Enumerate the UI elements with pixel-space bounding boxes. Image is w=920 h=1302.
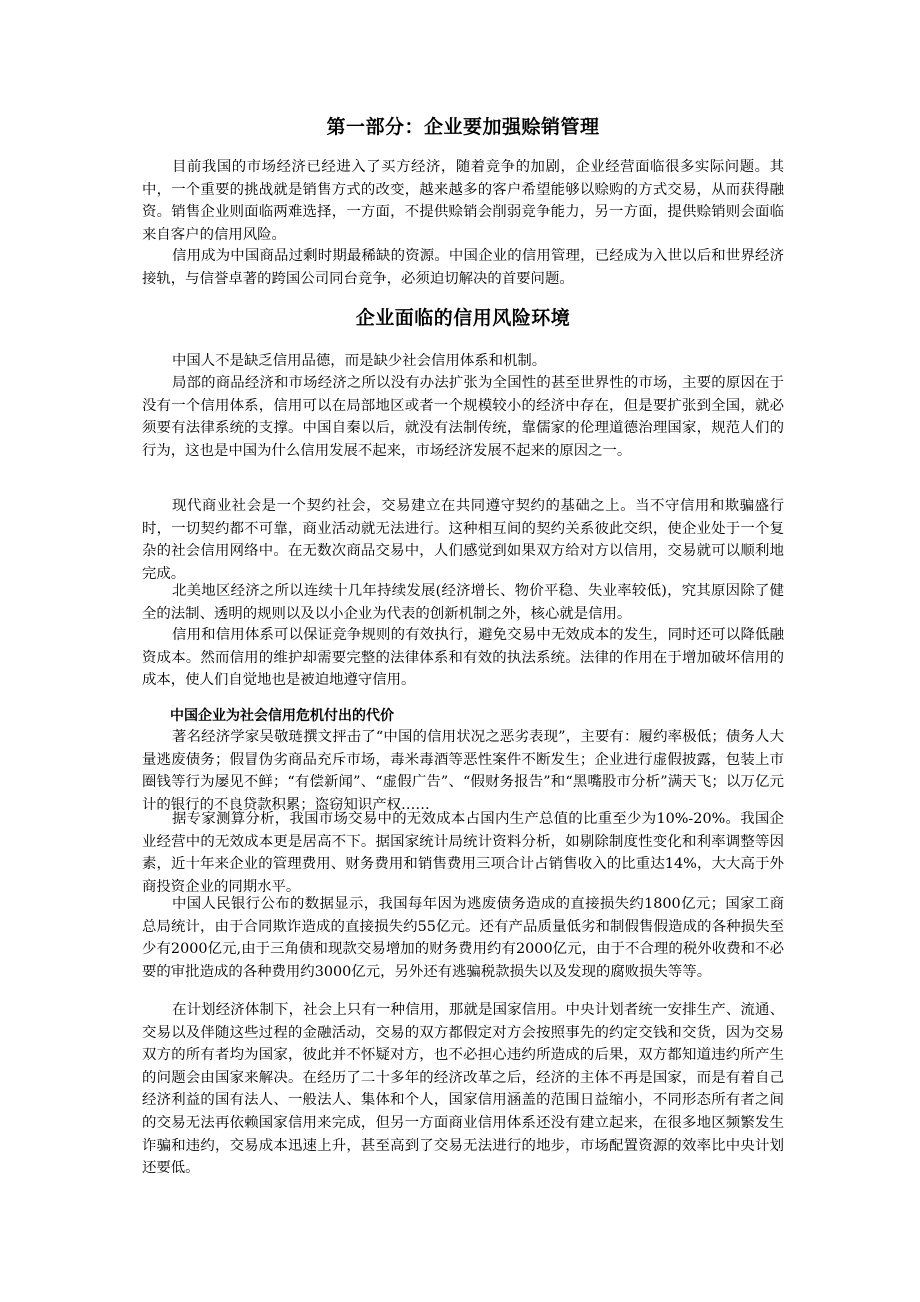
section3-paragraph-3: 中国人民银行公布的数据显示，我国每年因为逃废债务造成的直接损失约1800亿元；国家工商总局统计，由于合同欺诈造成的直接损失约55亿元。还有产品质量低劣和制假售假造成的各种损失至少有2000亿元,由于三角债和现款交易增加的财务费用约有2000亿元，由于不合理的税外收费和不必要的审批造成的各种费用约3000亿元，另外还有逃骗税款损失以及发现的腐败损失等等。 xyxy=(142,896,784,980)
section2-paragraph-1: 中国人不是缺乏信用品德，而是缺少社会信用体系和机制。 xyxy=(172,353,547,369)
section2-title: 企业面临的信用风险环境 xyxy=(355,307,571,329)
section1-paragraph-1: 目前我国的市场经济已经进入了买方经济，随着竞争的加剧，企业经营面临很多实际问题。其中，一个重要的挑战就是销售方式的改变，越来越多的客户希望能够以赊购的方式交易，从而获得融资。销售企业则面临两难选择，一方面，不提供赊销会削弱竞争能力，另一方面，提供赊销则会面临来自客户的信用风险。 xyxy=(142,159,784,243)
section3-paragraph-4: 在计划经济体制下，社会上只有一种信用，那就是国家信用。中央计划者统一安排生产、流通、交易以及伴随这些过程的金融活动，交易的双方都假定对方会按照事先的约定交钱和交货，因为交易双方的所有者均为国家，彼此并不怀疑对方，也不必担心违约所造成的后果，双方都知道违约所产生的问题会由国家来解决。在经历了二十多年的经济改革之后，经济的主体不再是国家，而是有着自己经济利益的国有法人、一般法人、集体和个人，国家信用涵盖的范围日益缩小，不同形态所有者之间的交易无法再依赖国家信用来完成，但另一方面商业信用体系还没有建立起来，在很多地区频繁发生诈骗和违约，交易成本迅速上升，甚至高到了交易无法进行的地步，市场配置资源的效率比中央计划还要低。 xyxy=(142,1002,784,1177)
section3-paragraph-1: 著名经济学家吴敬琏撰文抨击了“中国的信用状况之恶劣表现”，主要有：履约率极低；债务人大量逃废债务；假冒伪劣商品充斥市场，毒米毒酒等恶性案件不断发生；企业进行虚假披露，包装上市圈钱等行为屡见不鲜；“有偿新闻”、“虚假广告”、“假财务报告”和“黑嘴股市分析”满天飞；以万亿元计的银行的不良贷款积累；盗窃知识产权…… xyxy=(142,729,784,813)
section2-paragraph-4: 北美地区经济之所以连续十几年持续发展(经济增长、物价平稳、失业率较低)，究其原因除了健全的法制、透明的规则以及以小企业为代表的创新机制之外，核心就是信用。 xyxy=(142,583,784,622)
section3-title: 中国企业为社会信用危机付出的代价 xyxy=(170,708,394,724)
section2-paragraph-2: 局部的商品经济和市场经济之所以没有办法扩张为全国性的甚至世界性的市场，主要的原因在于没有一个信用体系，信用可以在局部地区或者一个规模较小的经济中存在，但是要扩张到全国，就必须要有法律系统的支撑。中国自秦以后，就没有法制传统，靠儒家的伦理道德治理国家，规范人们的行为，这也是中国为什么信用发展不起来，市场经济发展不起来的原因之一。 xyxy=(142,375,784,459)
section1-title: 第一部分：企业要加强赊销管理 xyxy=(326,116,600,138)
section3-paragraph-2: 据专家测算分析，我国市场交易中的无效成本占国内生产总值的比重至少为10%-20%。我国企业经营中的无效成本更是居高不下。据国家统计局统计资料分析，如剔除制度性变化和利率调整等因素，近十年来企业的管理费用、财务费用和销售费用三项合计占销售收入的比重达14%，大大高于外商投资企业的同期水平。 xyxy=(142,811,784,895)
section2-paragraph-3: 现代商业社会是一个契约社会，交易建立在共同遵守契约的基础之上。当不守信用和欺骗盛行时，一切契约都不可靠，商业活动就无法进行。这种相互间的契约关系彼此交织，使企业处于一个复杂的社会信用网络中。在无数次商品交易中，人们感觉到如果双方给对方以信用，交易就可以顺利地完成。 xyxy=(142,498,784,582)
section1-paragraph-2: 信用成为中国商品过剩时期最稀缺的资源。中国企业的信用管理，已经成为入世以后和世界经济接轨，与信誉卓著的跨国公司同台竞争，必须迫切解决的首要问题。 xyxy=(142,248,784,287)
section2-paragraph-5: 信用和信用体系可以保证竞争规则的有效执行，避免交易中无效成本的发生，同时还可以降低融资成本。然而信用的维护却需要完整的法律体系和有效的执法系统。法律的作用在于增加破坏信用的成本，使人们自觉地也是被迫地遵守信用。 xyxy=(142,627,784,689)
